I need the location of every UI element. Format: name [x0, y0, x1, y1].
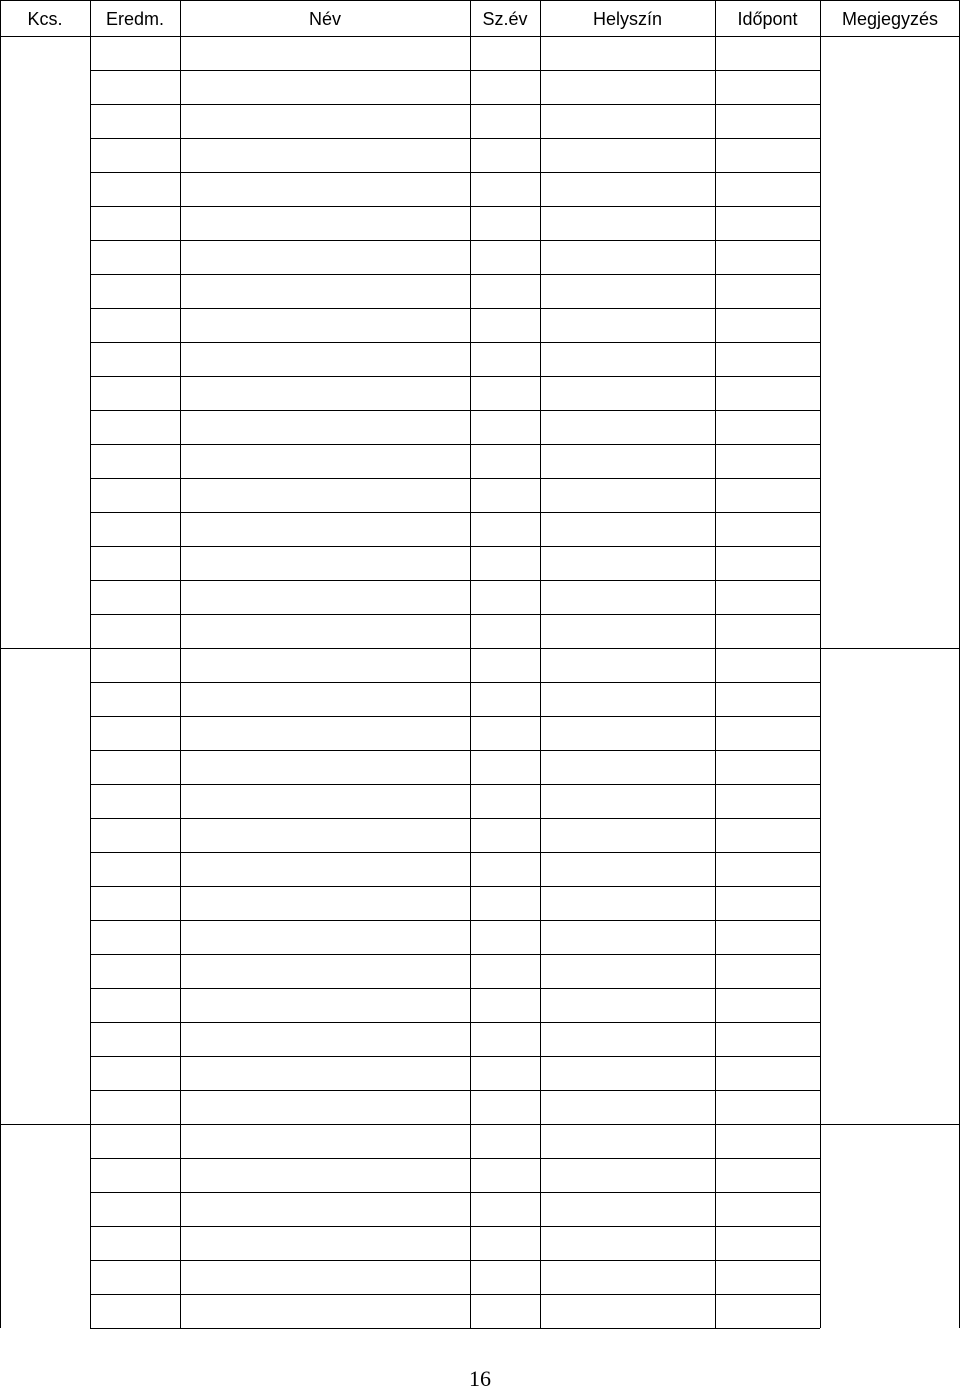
- row-divider: [90, 954, 820, 955]
- column-line: [90, 0, 91, 1328]
- row-divider: [90, 1294, 820, 1295]
- section-divider: [0, 1124, 960, 1125]
- header-divider: [0, 36, 960, 37]
- column-line: [715, 0, 716, 1328]
- header-nev: Név: [308, 9, 341, 29]
- row-divider: [90, 682, 820, 683]
- row-divider: [90, 784, 820, 785]
- header-szev: Sz.év: [482, 9, 528, 29]
- row-divider: [90, 478, 820, 479]
- row-divider: [90, 104, 820, 105]
- table-top-border: [0, 0, 960, 1]
- row-divider: [90, 444, 820, 445]
- row-divider: [90, 138, 820, 139]
- row-divider: [90, 920, 820, 921]
- column-line: [470, 0, 471, 1328]
- header-megjegyzes: Megjegyzés: [841, 9, 939, 29]
- row-divider: [90, 1056, 820, 1057]
- header-idopont: Időpont: [737, 9, 798, 29]
- row-divider: [90, 308, 820, 309]
- row-divider: [90, 818, 820, 819]
- row-divider: [90, 1260, 820, 1261]
- row-divider: [90, 70, 820, 71]
- column-line: [180, 0, 181, 1328]
- header-eredm: Eredm.: [105, 9, 165, 29]
- row-divider: [90, 716, 820, 717]
- row-divider: [90, 274, 820, 275]
- row-divider: [90, 750, 820, 751]
- row-divider: [90, 240, 820, 241]
- row-divider: [90, 886, 820, 887]
- row-divider: [90, 206, 820, 207]
- row-divider: [90, 852, 820, 853]
- column-line: [540, 0, 541, 1328]
- header-kcs: Kcs.: [27, 9, 63, 29]
- row-divider: [90, 1192, 820, 1193]
- row-divider: [90, 172, 820, 173]
- row-divider: [90, 1328, 820, 1329]
- row-divider: [90, 342, 820, 343]
- row-divider: [90, 1022, 820, 1023]
- row-divider: [90, 376, 820, 377]
- column-line: [820, 0, 821, 1328]
- row-divider: [90, 614, 820, 615]
- row-divider: [90, 546, 820, 547]
- table-left-border: [0, 0, 1, 1328]
- page-number: 16: [469, 1366, 491, 1391]
- row-divider: [90, 1090, 820, 1091]
- row-divider: [90, 988, 820, 989]
- row-divider: [90, 410, 820, 411]
- row-divider: [90, 1226, 820, 1227]
- row-divider: [90, 512, 820, 513]
- header-helyszin: Helyszín: [592, 9, 663, 29]
- row-divider: [90, 580, 820, 581]
- section-divider: [0, 648, 960, 649]
- row-divider: [90, 1158, 820, 1159]
